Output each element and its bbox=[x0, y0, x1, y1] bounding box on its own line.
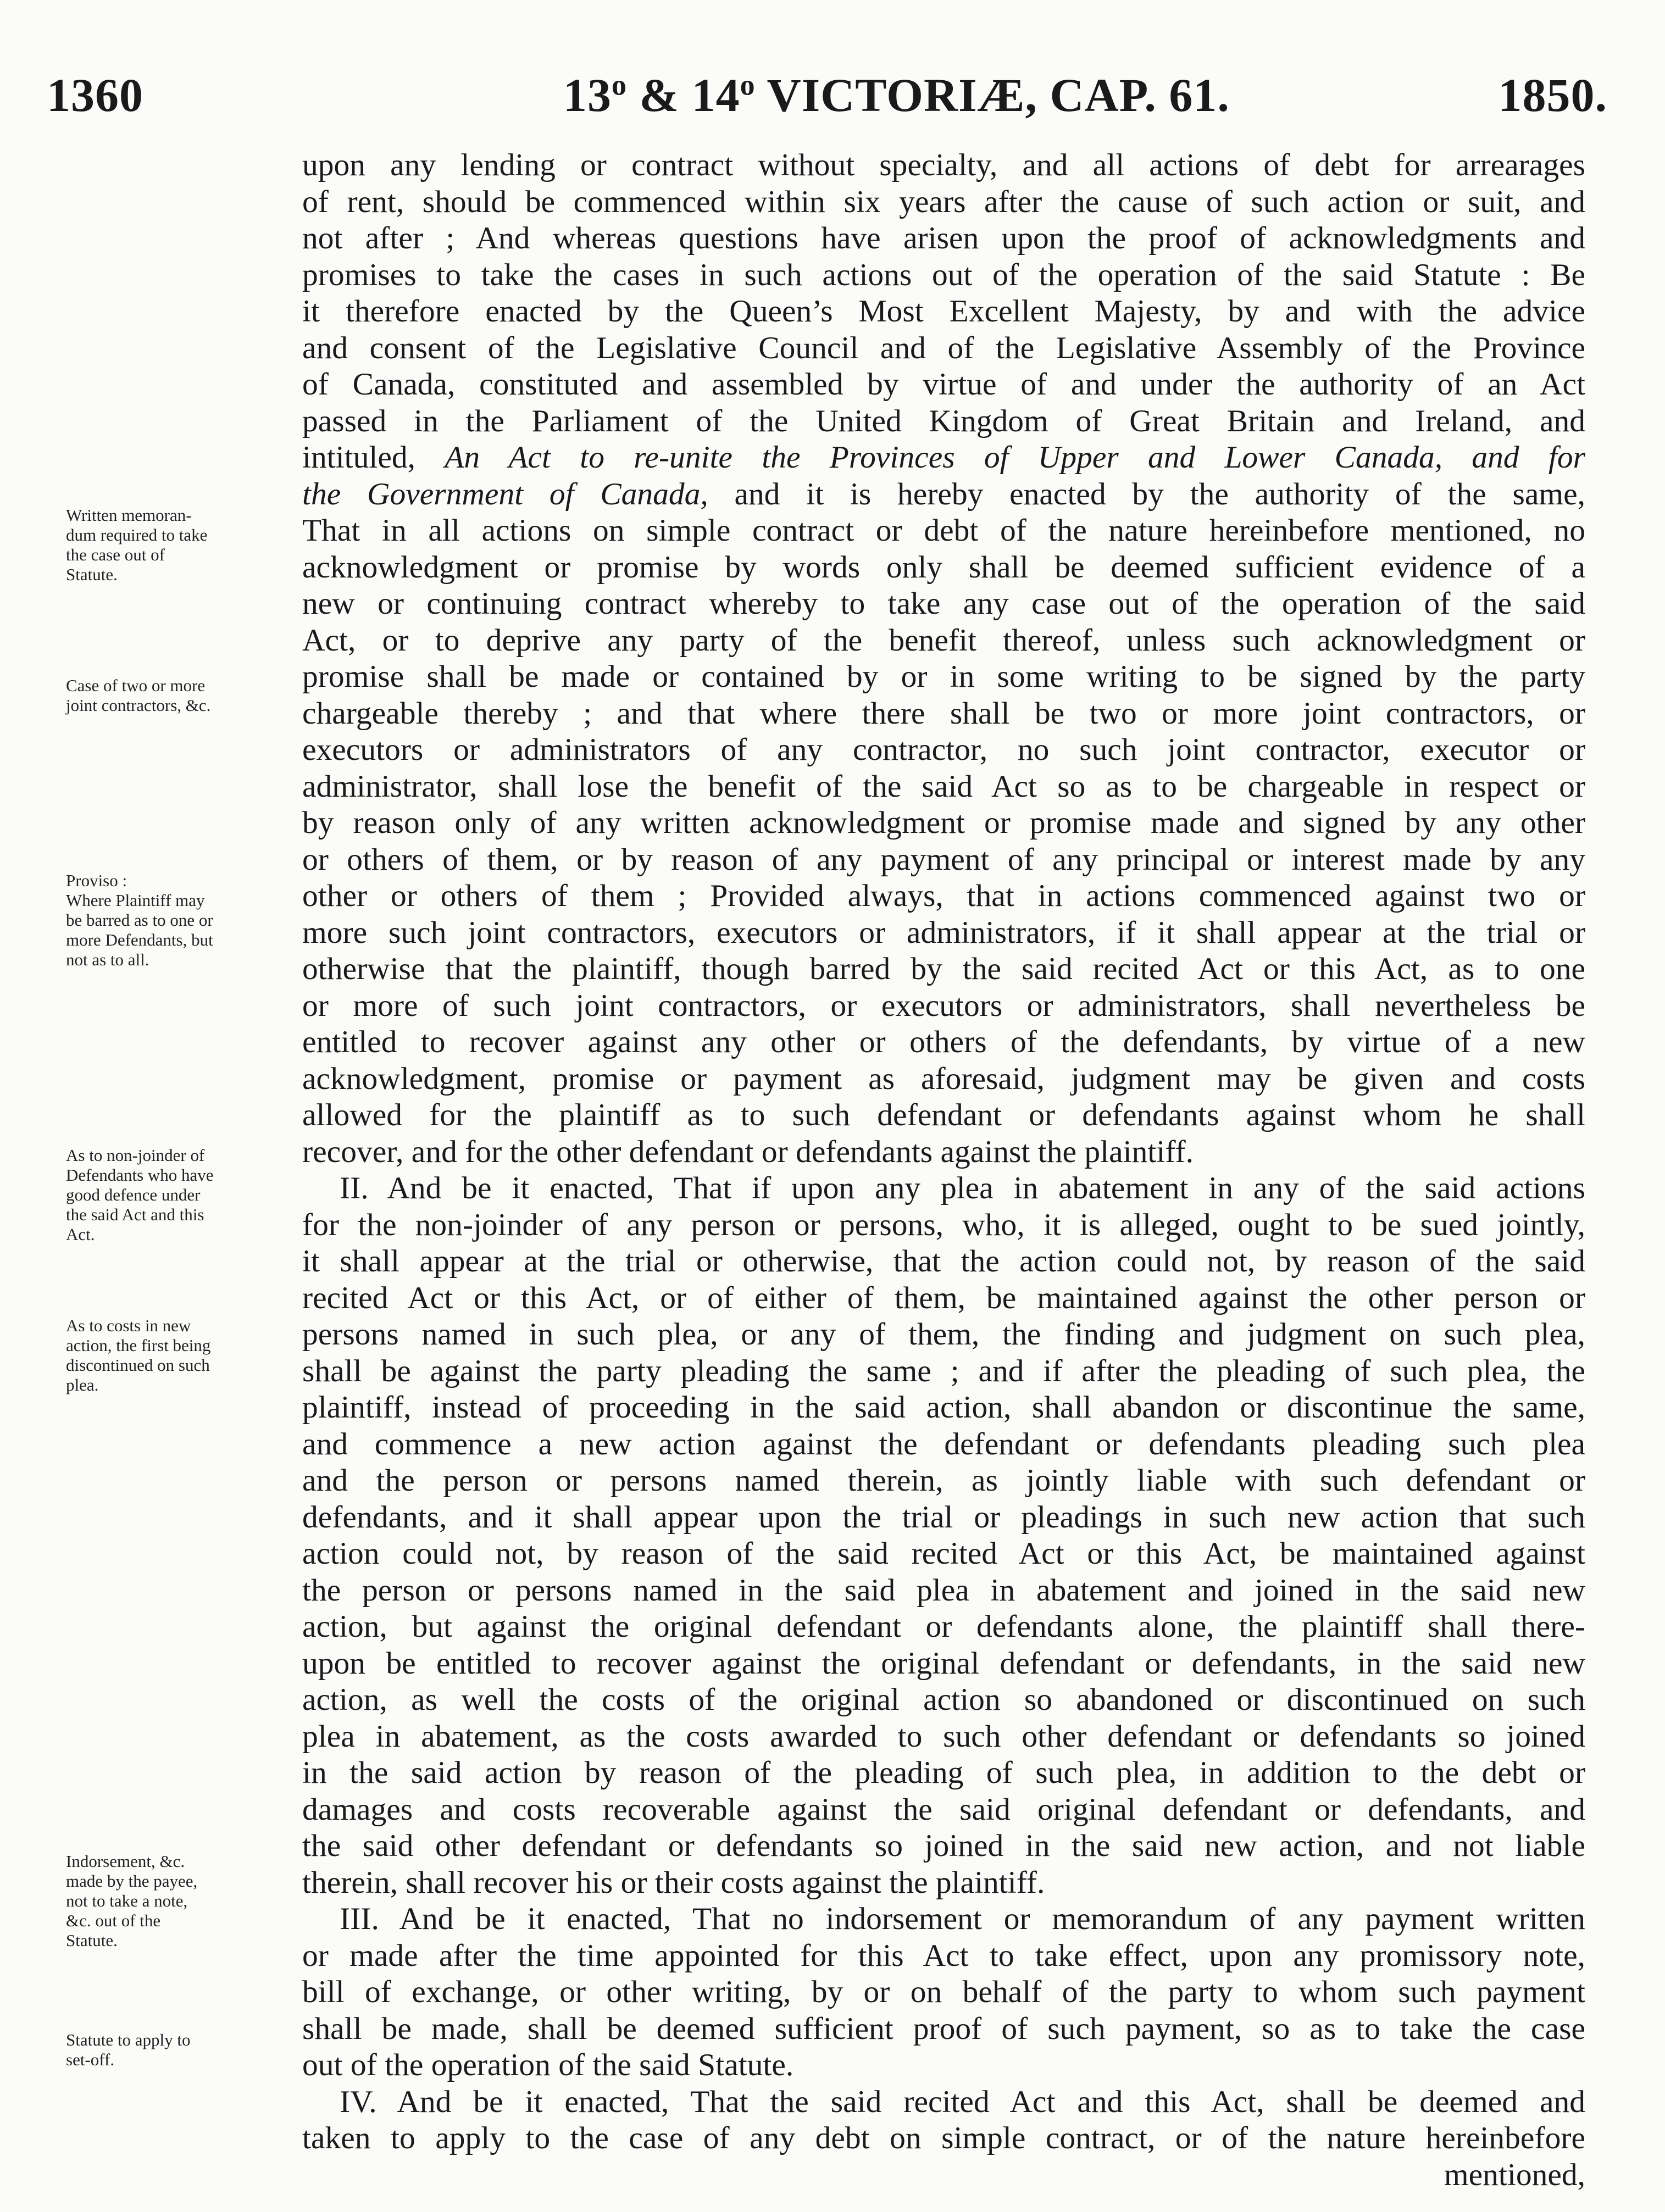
section-2-line: persons named in such plea, or any of them, the finding and judgment on such plea, bbox=[302, 1317, 1585, 1352]
text-line: executors or administrators of any contractor, no such joint contractor, executor or bbox=[302, 732, 1585, 767]
section-2-line: II. And be it enacted, That if upon any plea in abatement in any of the said actions bbox=[340, 1171, 1585, 1205]
margin-note-line: Defendants who have bbox=[66, 1165, 214, 1185]
text-line: upon any lending or contract without specialty, and all actions of debt for arrearages bbox=[302, 148, 1585, 182]
margin-note-line: As to costs in new bbox=[66, 1316, 191, 1335]
margin-note-line: made by the payee, bbox=[66, 1871, 198, 1891]
margin-note-line: Statute. bbox=[66, 565, 118, 584]
text-line: passed in the Parliament of the United Kingdom of Great Britain and Ireland, and bbox=[302, 403, 1585, 438]
margin-note-line: not to take a note, bbox=[66, 1891, 188, 1910]
text-line: promises to take the cases in such actions out of the operation of the said Statute : Be bbox=[302, 257, 1585, 292]
title-rest: VICTORIÆ, CAP. 61. bbox=[755, 69, 1230, 121]
section-2-line: in the said action by reason of the pleading of such plea, in addition to the debt or bbox=[302, 1755, 1585, 1790]
margin-note-line: Proviso : bbox=[66, 871, 127, 890]
text-line: more such joint contractors, executors or administrators, if it shall appear at the trial or bbox=[302, 915, 1585, 950]
text-line: promise shall be made or contained by or in some writing to be signed by the party bbox=[302, 659, 1585, 694]
text-line: acknowledgment, promise or payment as aforesaid, judgment may be given and costs bbox=[302, 1061, 1585, 1096]
section-2-line: plaintiff, instead of proceeding in the said action, shall abandon or discontinue the same, bbox=[302, 1390, 1585, 1425]
chapter-title bbox=[563, 65, 1230, 125]
text-line-government bbox=[302, 476, 1585, 513]
text-line: or more of such joint contractors, or executors or administrators, shall nevertheless be bbox=[302, 988, 1585, 1023]
act-title-italic-end: the Government of Canada, bbox=[302, 476, 708, 512]
year: 1850. bbox=[1498, 69, 1607, 121]
text-line: of Canada, constituted and assembled by virtue of and under the authority of an Act bbox=[302, 367, 1585, 402]
catchword: mentioned, bbox=[1444, 2157, 1585, 2192]
section-2-line: defendants, and it shall appear upon the trial or pleadings in such new action that such bbox=[302, 1499, 1585, 1535]
margin-note-line: the case out of bbox=[66, 545, 165, 564]
text-line: other or others of them ; Provided always, that in actions commenced against two or bbox=[302, 879, 1585, 913]
margin-note-line: dum required to take bbox=[66, 525, 208, 544]
title-13: 13 bbox=[563, 69, 612, 121]
section-2-line: action, as well the costs of the original action so abandoned or discontinued on such bbox=[302, 1682, 1585, 1717]
text-line: That in all actions on simple contract or debt of the nature hereinbefore mentioned, no bbox=[302, 513, 1585, 548]
text-line: or others of them, or by reason of any payment of any principal or interest made by any bbox=[302, 842, 1585, 877]
section-3-line: or made after the time appointed for this Act to take effect, upon any promissory note, bbox=[302, 1938, 1585, 1973]
statute-text bbox=[302, 147, 1585, 2193]
section-2-line: and commence a new action against the defendant or defendants pleading such plea bbox=[302, 1426, 1585, 1461]
title-amp-14: & 14 bbox=[627, 69, 740, 121]
margin-note-line: discontinued on such bbox=[66, 1355, 210, 1375]
margin-note-joint-contractors bbox=[66, 676, 291, 715]
margin-note-line: Act. bbox=[66, 1225, 95, 1244]
section-2-line: upon be entitled to recover against the original defendant or defendants, in the said new bbox=[302, 1646, 1585, 1681]
text-line: allowed for the plaintiff as to such defendant or defendants against whom he shall bbox=[302, 1098, 1585, 1132]
act-title-italic: An Act to re-unite the Provinces of Upper and Lower Canada, and for bbox=[445, 440, 1585, 475]
title-sup-1: o bbox=[612, 68, 627, 102]
margin-note-non-joinder bbox=[66, 1146, 291, 1244]
title-sup-2: o bbox=[740, 68, 756, 102]
text-line: Act, or to deprive any party of the benefit thereof, unless such acknowledgment or bbox=[302, 623, 1585, 658]
section-2-line: it shall appear at the trial or otherwise, that the action could not, by reason of the said bbox=[302, 1244, 1585, 1279]
page-number: 1360 bbox=[47, 69, 143, 121]
margin-note-line: As to non-joinder of bbox=[66, 1146, 205, 1165]
margin-note-line: Indorsement, &c. bbox=[66, 1852, 185, 1871]
margin-note-set-off bbox=[66, 2030, 291, 2070]
text-line: acknowledgment or promise by words only shall be deemed sufficient evidence of a bbox=[302, 549, 1585, 585]
section-2-line: for the non-joinder of any person or persons, who, it is alleged, ought to be sued jointly, bbox=[302, 1207, 1585, 1242]
section-3-line: shall be made, shall be deemed sufficient proof of such payment, so as to take the case bbox=[302, 2011, 1585, 2046]
section-2-line: shall be against the party pleading the same ; and if after the pleading of such plea, the bbox=[302, 1353, 1585, 1388]
text-line: chargeable thereby ; and that where there shall be two or more joint contractors, or bbox=[302, 696, 1585, 731]
margin-note-line: more Defendants, but bbox=[66, 930, 213, 949]
running-header bbox=[47, 65, 1607, 125]
enactment-clause: and it is hereby enacted by the authority of the same, bbox=[708, 476, 1585, 512]
section-2-line: and the person or persons named therein, as jointly liable with such defendant or bbox=[302, 1463, 1585, 1498]
section-3-line: bill of exchange, or other writing, by or on behalf of the party to whom such payment bbox=[302, 1975, 1585, 2009]
margin-note-line: the said Act and this bbox=[66, 1205, 204, 1224]
section-2-line: damages and costs recoverable against the said original defendant or defendants, and bbox=[302, 1792, 1585, 1827]
text-line: recover, and for the other defendant or defendants against the plaintiff. bbox=[302, 1134, 1194, 1169]
intituled-word: intituled, bbox=[302, 440, 445, 475]
margin-note-line: set-off. bbox=[66, 2050, 115, 2069]
section-4-line: IV. And be it enacted, That the said recited Act and this Act, shall be deemed and bbox=[340, 2084, 1585, 2119]
margin-note-line: be barred as to one or bbox=[66, 910, 213, 930]
text-line: and consent of the Legislative Council and of the Legislative Assembly of the Province bbox=[302, 330, 1585, 365]
section-2-line: therein, shall recover his or their costs against the plaintiff. bbox=[302, 1865, 1045, 1900]
margin-note-line: Written memoran- bbox=[66, 505, 192, 525]
margin-note-line: Case of two or more bbox=[66, 676, 206, 695]
margin-note-line: action, the first being bbox=[66, 1336, 211, 1355]
section-2-line: plea in abatement, as the costs awarded to such other defendant or defendants so joined bbox=[302, 1719, 1585, 1754]
margin-note-line: Statute. bbox=[66, 1931, 118, 1950]
margin-note-line: &c. out of the bbox=[66, 1911, 161, 1930]
section-2-line: action could not, by reason of the said recited Act or this Act, be maintained against bbox=[302, 1536, 1585, 1571]
margin-note-proviso bbox=[66, 871, 291, 970]
section-3-line: out of the operation of the said Statute. bbox=[302, 2048, 794, 2082]
text-line: otherwise that the plaintiff, though barred by the said recited Act or this Act, as to one bbox=[302, 952, 1585, 986]
section-3-line: III. And be it enacted, That no indorsement or memorandum of any payment written bbox=[340, 1902, 1585, 1936]
margin-note-line: joint contractors, &c. bbox=[66, 696, 211, 715]
text-line: new or continuing contract whereby to take any case out of the operation of the said bbox=[302, 586, 1585, 621]
margin-note-indorsement bbox=[66, 1852, 291, 1950]
margin-note-written-memorandum bbox=[66, 505, 291, 585]
section-2-line: recited Act or this Act, or of either of them, be maintained against the other person or bbox=[302, 1280, 1585, 1315]
margin-note-line: Where Plaintiff may bbox=[66, 891, 205, 910]
text-line-intituled bbox=[302, 440, 1585, 476]
section-4-line: taken to apply to the case of any debt on simple contract, or of the nature hereinbefore bbox=[302, 2121, 1585, 2155]
section-2-line: action, but against the original defendant or defendants alone, the plaintiff shall there- bbox=[302, 1609, 1585, 1644]
margin-note-line: not as to all. bbox=[66, 950, 149, 969]
text-line: of rent, should be commenced within six years after the cause of such action or suit, and bbox=[302, 184, 1585, 219]
section-2-line: the said other defendant or defendants so joined in the said new action, and not liable bbox=[302, 1828, 1585, 1863]
margin-note-line: good defence under bbox=[66, 1185, 201, 1204]
margin-note-line: plea. bbox=[66, 1375, 99, 1394]
margin-note-costs-new-action bbox=[66, 1316, 291, 1395]
text-line: entitled to recover against any other or others of the defendants, by virtue of a new bbox=[302, 1025, 1585, 1059]
section-2-line: the person or persons named in the said plea in abatement and joined in the said new bbox=[302, 1572, 1585, 1608]
text-line: not after ; And whereas questions have arisen upon the proof of acknowledgments and bbox=[302, 221, 1585, 255]
margin-note-line: Statute to apply to bbox=[66, 2030, 191, 2049]
text-line: administrator, shall lose the benefit of the said Act so as to be chargeable in respect or bbox=[302, 769, 1585, 804]
text-line: it therefore enacted by the Queen’s Most Excellent Majesty, by and with the advice bbox=[302, 294, 1585, 329]
text-line: by reason only of any written acknowledgment or promise made and signed by any other bbox=[302, 805, 1585, 840]
